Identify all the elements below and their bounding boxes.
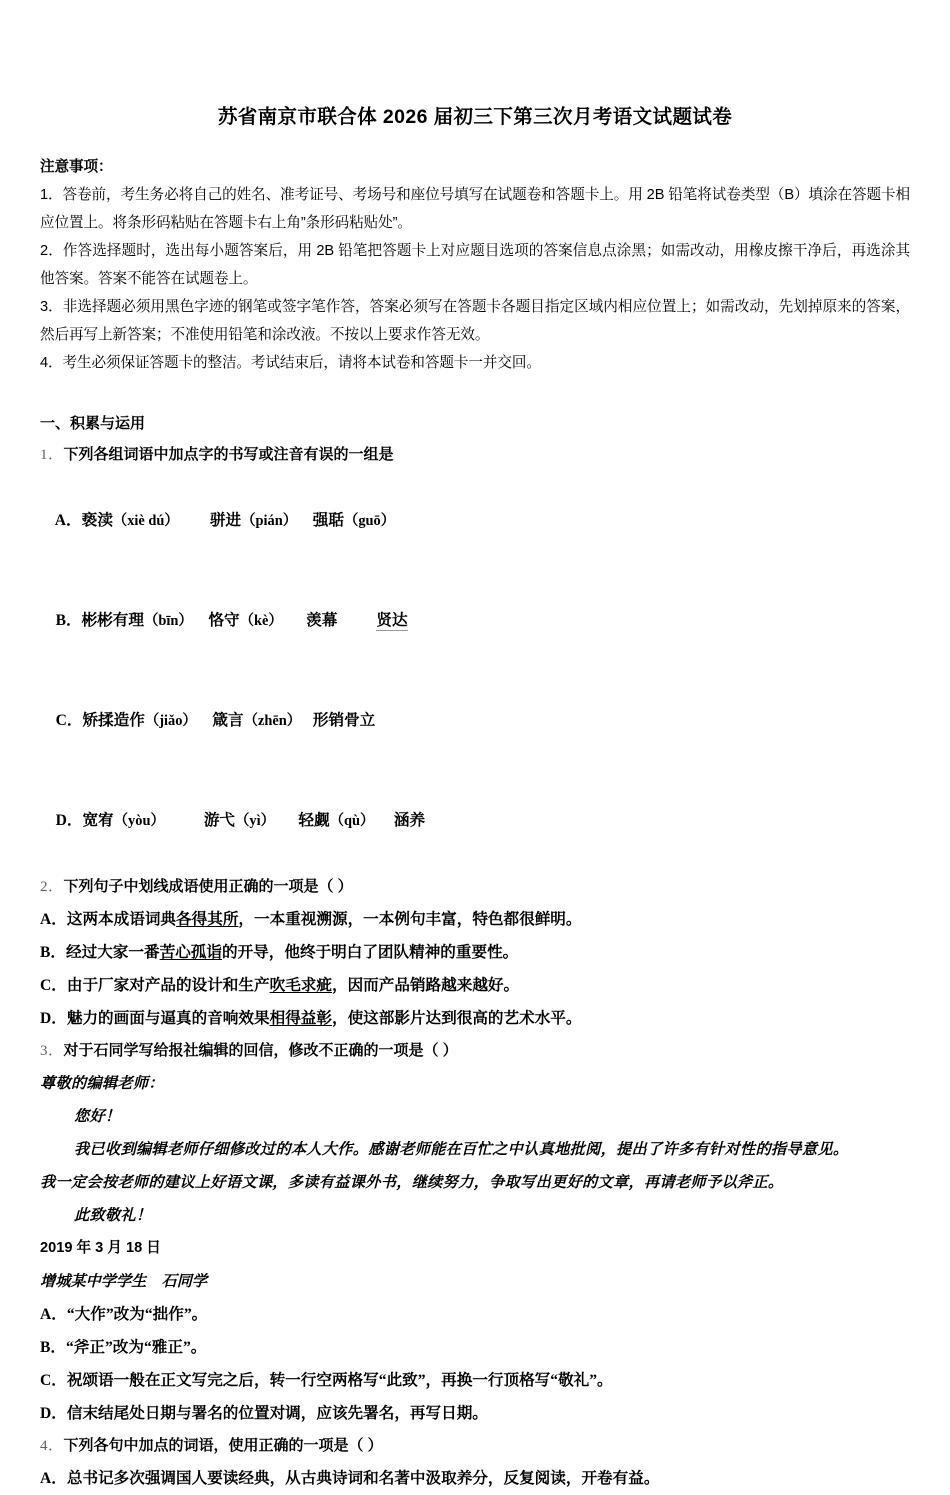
option-word: 形销骨立 [312, 712, 376, 730]
question-3-text: 对于石同学写给报社编辑的回信，修改不正确的一项是（ ） [63, 1042, 458, 1060]
option-word: 轻觑 [298, 812, 330, 830]
option-text-before: 经过大家一番 [66, 944, 160, 962]
option-letter: C． [55, 712, 83, 730]
option-content [82, 512, 396, 529]
letter-signature: 增城某中学学生 石同学 [40, 1273, 208, 1291]
option-gap [283, 612, 306, 629]
option-word: 矫揉造作 [82, 712, 145, 730]
option-pinyin: （pián） [241, 513, 298, 530]
option-word: 游弋 [203, 812, 236, 830]
question-2-number: 2． [40, 879, 64, 896]
option-underlined-idiom: 吹毛求疵 [269, 977, 332, 995]
option-letter: D． [40, 1010, 67, 1028]
option-word: 贤达 [376, 612, 408, 630]
option-pinyin: （xiè dú） [112, 513, 179, 530]
option-pinyin: （yòu） [113, 813, 165, 830]
option-gap [193, 612, 209, 629]
question-3-option-c[interactable] [40, 1364, 910, 1397]
option-letter: D． [40, 1405, 67, 1423]
option-word: 骈进 [209, 512, 242, 530]
option-content [82, 812, 425, 829]
option-letter: A． [54, 512, 82, 530]
notice-item-4: 4．考生必须保证答题卡的整洁。考试结束后，请将本试卷和答题卡一并交回。 [40, 355, 541, 372]
question-2-option-b[interactable] [40, 936, 910, 969]
question-4-number: 4． [40, 1438, 64, 1455]
option-underlined-idiom: 各得其所 [176, 911, 239, 929]
question-3-stem [40, 1035, 910, 1067]
section-heading: 一、积累与运用 [40, 415, 146, 433]
question-4-option-a[interactable] [40, 1462, 910, 1495]
option-letter: B． [40, 944, 66, 962]
option-word: 恪守 [208, 612, 240, 630]
option-letter: A． [40, 1306, 67, 1324]
option-letter: D． [55, 812, 83, 830]
option-word: 涵养 [393, 812, 426, 830]
option-gap [374, 812, 394, 829]
option-text-after: ，因而产品销路越来越好。 [331, 977, 520, 995]
notice-item-1: 1．答卷前，考生务必将自己的姓名、准考证号、考场号和座位号填写在试题卷和答题卡上。用 2B 铅笔将试卷类型（B）填涂在答题卡相应位置上。将条形码粘贴在答题卡右上角”条形码粘贴处”。 [40, 187, 910, 232]
option-text: “斧正”改为“雅正”。 [66, 1339, 207, 1357]
question-2-option-a[interactable] [40, 903, 910, 936]
question-3-option-a[interactable] [40, 1298, 910, 1331]
question-3-number: 3． [40, 1043, 64, 1060]
option-text: “大作”改为“拙作”。 [66, 1306, 208, 1324]
option-word: 彬彬有理 [81, 612, 144, 630]
option-pinyin: （yì） [235, 813, 276, 830]
option-text-after: 的开导，他终于明白了团队精神的重要性。 [221, 944, 519, 962]
notice-section [40, 153, 910, 377]
question-2-option-c[interactable] [40, 969, 910, 1002]
option-text-before: 魅力的画面与逼真的音响效果 [66, 1010, 270, 1028]
question-3-option-b[interactable] [40, 1331, 910, 1364]
letter-paragraph-2: 我一定会按老师的建议上好语文课，多读有益课外书，继续努力，争取写出更好的文章，再请老师予以斧正。 [40, 1174, 784, 1192]
notice-item-2: 2．作答选择题时，选出每小题答案后，用 2B 铅笔把答题卡上对应题目选项的答案信息点涂黑；如需改动，用橡皮擦干净后，再选涂其他答案。答案不能答在试题卷上。 [40, 243, 910, 288]
notice-heading: 注意事项： [40, 159, 113, 176]
question-4-stem [40, 1430, 910, 1462]
question-1-option-d[interactable] [40, 771, 910, 871]
letter-date: 2019 年 3 月 18 日 [40, 1240, 161, 1257]
question-3-option-d[interactable] [40, 1397, 910, 1430]
question-1-option-b[interactable] [40, 571, 910, 671]
option-underlined-idiom: 相得益彰 [269, 1010, 332, 1028]
option-content [82, 712, 375, 729]
question-1-stem [40, 439, 910, 471]
option-gap [275, 812, 298, 829]
option-letter: C． [40, 977, 67, 995]
option-underlined-idiom: 苦心孤诣 [159, 944, 222, 962]
letter-closing: 此致敬礼！ [74, 1207, 152, 1225]
option-gap [337, 612, 376, 629]
option-text: 信末结尾处日期与署名的位置对调，应该先署名，再写日期。 [66, 1405, 488, 1423]
option-text-after: ，一本重视溯源，一本例句丰富，特色都很鲜明。 [238, 911, 582, 929]
option-pinyin: （bīn） [143, 613, 193, 630]
question-2-text: 下列句子中划线成语使用正确的一项是（ ） [63, 878, 353, 896]
option-letter: A． [40, 1470, 67, 1488]
option-text: 祝颂语一般在正文写完之后，转一行空两格写“此致”，再换一行顶格写“敬礼”。 [66, 1372, 613, 1390]
option-pinyin: （jiǎo） [144, 713, 197, 730]
letter-salutation: 尊敬的编辑老师： [40, 1075, 164, 1093]
option-text-after: ，使这部影片达到很高的艺术水平。 [331, 1010, 582, 1028]
question-1-option-a[interactable] [40, 471, 910, 571]
letter-greeting: 您好！ [74, 1108, 121, 1126]
option-pinyin: （zhēn） [243, 713, 302, 730]
question-1-number: 1． [40, 447, 64, 464]
option-letter: B． [40, 1339, 66, 1357]
option-letter: B． [55, 612, 82, 630]
letter-paragraph-1: 我已收到编辑老师仔细修改过的本人大作。感谢老师能在百忙之中认真地批阅，提出了许多有针对性的指导意见。 [74, 1141, 849, 1159]
option-text-before: 由于厂家对产品的设计和生产 [66, 977, 270, 995]
option-text: 总书记多次强调国人要读经典，从古典诗词和名著中汲取养分，反复阅读，开卷有益。 [66, 1470, 660, 1488]
option-gap [301, 712, 313, 729]
question-2-option-d[interactable] [40, 1002, 910, 1035]
question-1-option-c[interactable] [40, 671, 910, 771]
option-word: 亵渎 [81, 512, 113, 530]
option-letter: A． [40, 911, 67, 929]
option-word: 箴言 [212, 712, 244, 730]
option-content [82, 612, 408, 629]
option-letter: C． [40, 1372, 67, 1390]
option-pinyin: （guō） [343, 513, 396, 530]
page-title: 苏省南京市联合体 2026 届初三下第三次月考语文试题试卷 [217, 106, 733, 128]
notice-item-3: 3．非选择题必须用黑色字迹的钢笔或签字笔作答，答案必须写在答题卡各题目指定区域内相应位置上；如需改动，先划掉原来的答案，然后再写上新答案；不准使用铅笔和涂改液。不按以上要求作答无效。 [40, 299, 910, 344]
option-word: 羡幕 [306, 612, 338, 630]
option-pinyin: （kè） [239, 613, 283, 630]
option-text-before: 这两本成语词典 [66, 911, 177, 929]
question-2-stem [40, 871, 910, 903]
question-4-text: 下列各句中加点的词语，使用正确的一项是（ ） [63, 1437, 383, 1455]
option-gap [297, 512, 313, 529]
option-word: 强聒 [312, 512, 344, 530]
option-word: 宽宥 [82, 812, 114, 830]
option-gap [165, 812, 204, 829]
option-pinyin: （qù） [329, 813, 375, 830]
option-gap [197, 712, 213, 729]
question-1-text: 下列各组词语中加点字的书写或注音有误的一组是 [63, 446, 394, 464]
option-gap [179, 512, 210, 529]
